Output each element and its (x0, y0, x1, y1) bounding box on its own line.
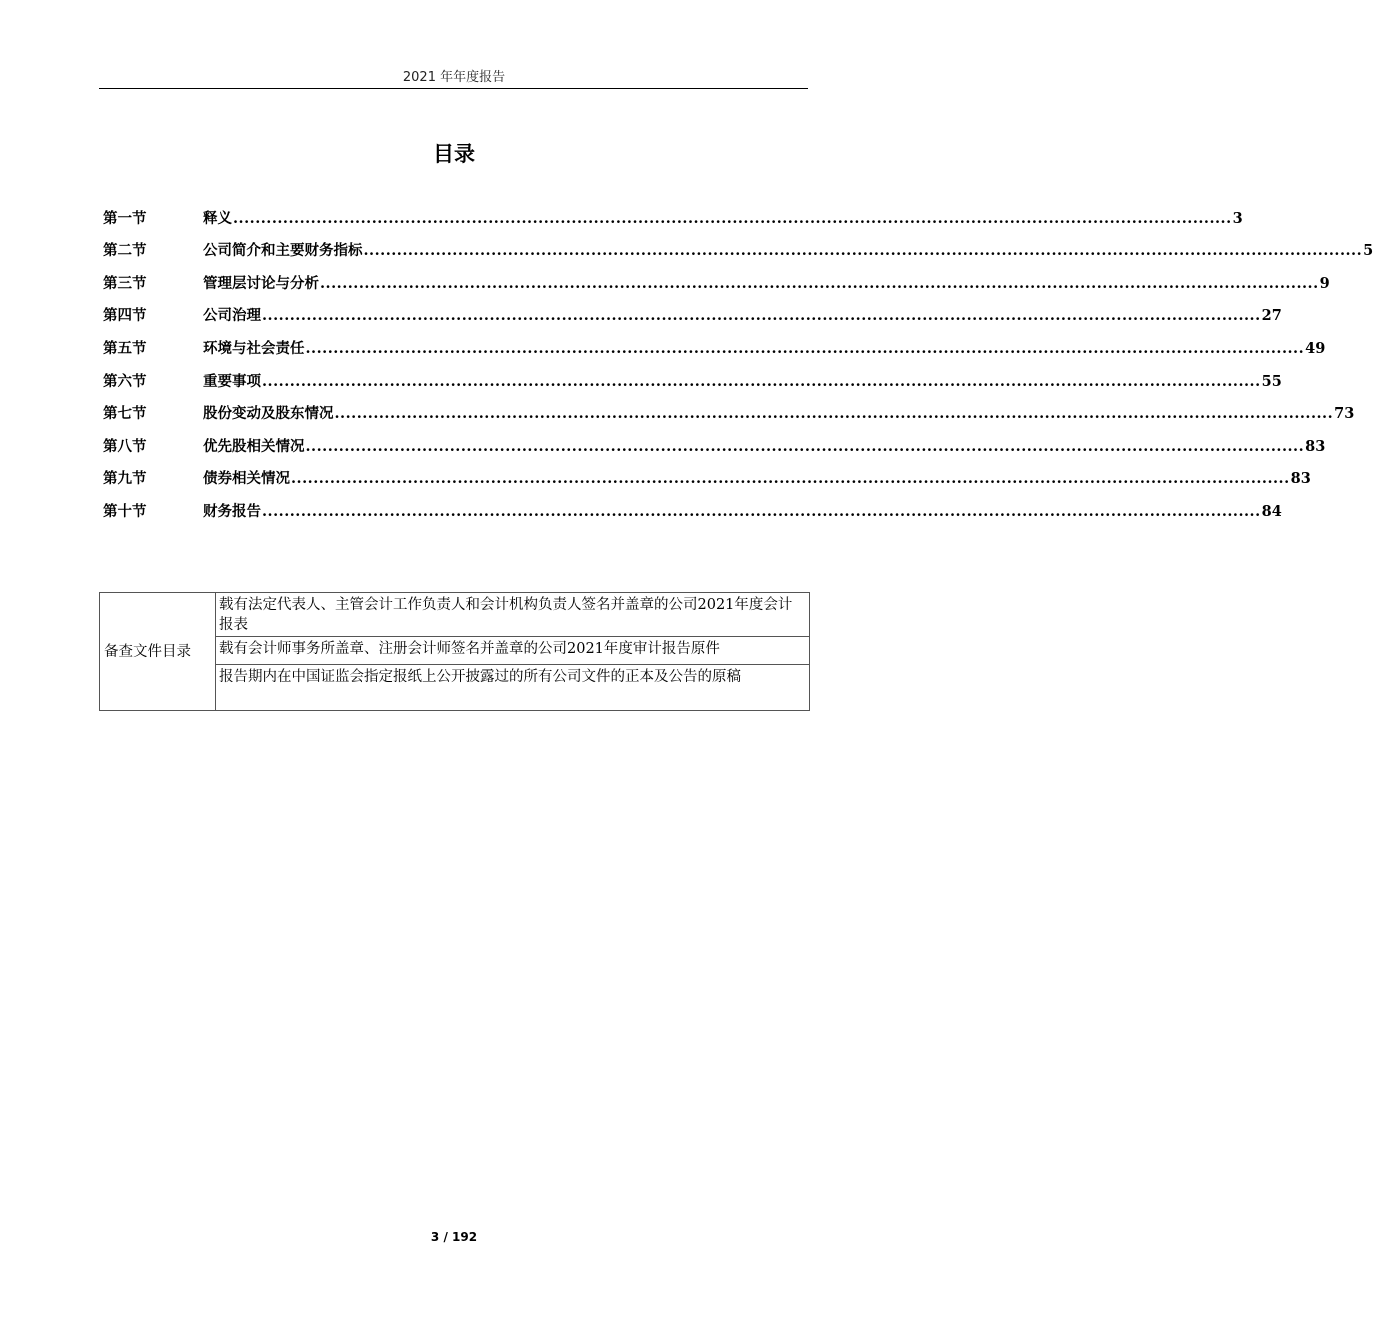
toc-entry-1[interactable] (103, 196, 1243, 229)
toc-section-number: 第二节 (103, 243, 147, 260)
reference-documents-table (99, 592, 810, 711)
toc-entry-5[interactable] (103, 326, 1326, 359)
toc-page-number: 84 (1261, 502, 1282, 520)
toc-entry-3[interactable] (103, 261, 1330, 294)
toc-section-label: 债券相关情况 (203, 471, 290, 488)
toc-entry-6[interactable] (103, 359, 1282, 392)
toc-leader-dots: .................................................................................................................................................................................... (363, 242, 1363, 260)
toc-section-number: 第四节 (103, 308, 147, 325)
table-of-contents (103, 196, 1373, 522)
toc-leader-dots: .................................................................................................................................................................................... (320, 274, 1319, 292)
toc-page-number: 83 (1290, 470, 1311, 488)
toc-section-label: 优先股相关情况 (203, 438, 305, 455)
toc-section-number: 第一节 (103, 210, 147, 227)
toc-page-number: 27 (1261, 307, 1282, 325)
toc-section-number: 第六节 (103, 373, 147, 390)
toc-page-number: 49 (1305, 339, 1326, 357)
toc-entry-9[interactable] (103, 457, 1311, 490)
reference-document-item: 载有会计师事务所盖章、注册会计师签名并盖章的公司2021年度审计报告原件 (216, 637, 810, 665)
toc-section-label: 环境与社会责任 (203, 340, 305, 357)
toc-leader-dots: .................................................................................................................................................................................... (233, 209, 1232, 227)
toc-section-number: 第三节 (103, 275, 147, 292)
toc-leader-dots: .................................................................................................................................................................................... (262, 372, 1261, 390)
toc-section-label: 财务报告 (203, 503, 261, 520)
reference-document-item: 载有法定代表人、主管会计工作负责人和会计机构负责人签名并盖章的公司2021年度会计报表 (216, 593, 810, 637)
toc-section-number: 第七节 (103, 406, 147, 423)
toc-title: 目录 (433, 142, 475, 166)
toc-page-number: 3 (1232, 209, 1243, 227)
reference-document-item: 报告期内在中国证监会指定报纸上公开披露过的所有公司文件的正本及公告的原稿 (216, 665, 810, 711)
report-header-title: 2021 年年度报告 (402, 70, 506, 85)
toc-leader-dots: .................................................................................................................................................................................... (262, 307, 1261, 325)
toc-leader-dots: .................................................................................................................................................................................... (334, 405, 1334, 423)
toc-section-label: 释义 (203, 210, 232, 227)
toc-section-label: 股份变动及股东情况 (203, 406, 334, 423)
page-indicator: 3 / 192 (430, 1230, 478, 1244)
toc-page-number: 73 (1334, 405, 1355, 423)
toc-section-label: 公司治理 (203, 308, 261, 325)
toc-page-number: 55 (1261, 372, 1282, 390)
table-row (100, 593, 810, 637)
toc-entry-2[interactable] (103, 229, 1373, 262)
reference-documents-heading: 备查文件目录 (100, 593, 216, 711)
toc-section-number: 第九节 (103, 471, 147, 488)
toc-leader-dots: .................................................................................................................................................................................... (262, 502, 1261, 520)
toc-section-number: 第五节 (103, 340, 147, 357)
toc-leader-dots: .................................................................................................................................................................................... (291, 470, 1290, 488)
toc-entry-8[interactable] (103, 424, 1326, 457)
toc-leader-dots: .................................................................................................................................................................................... (305, 437, 1305, 455)
toc-page-number: 5 (1363, 242, 1373, 260)
toc-entry-7[interactable] (103, 392, 1355, 425)
toc-page-number: 83 (1305, 437, 1326, 455)
toc-entry-10[interactable] (103, 489, 1282, 522)
toc-leader-dots: .................................................................................................................................................................................... (305, 339, 1305, 357)
toc-section-label: 公司简介和主要财务指标 (203, 243, 363, 260)
toc-page-number: 9 (1319, 274, 1330, 292)
toc-section-number: 第十节 (103, 503, 147, 520)
toc-section-label: 重要事项 (203, 373, 261, 390)
toc-entry-4[interactable] (103, 294, 1282, 327)
header-divider (99, 88, 808, 89)
toc-section-label: 管理层讨论与分析 (203, 275, 319, 292)
toc-section-number: 第八节 (103, 438, 147, 455)
